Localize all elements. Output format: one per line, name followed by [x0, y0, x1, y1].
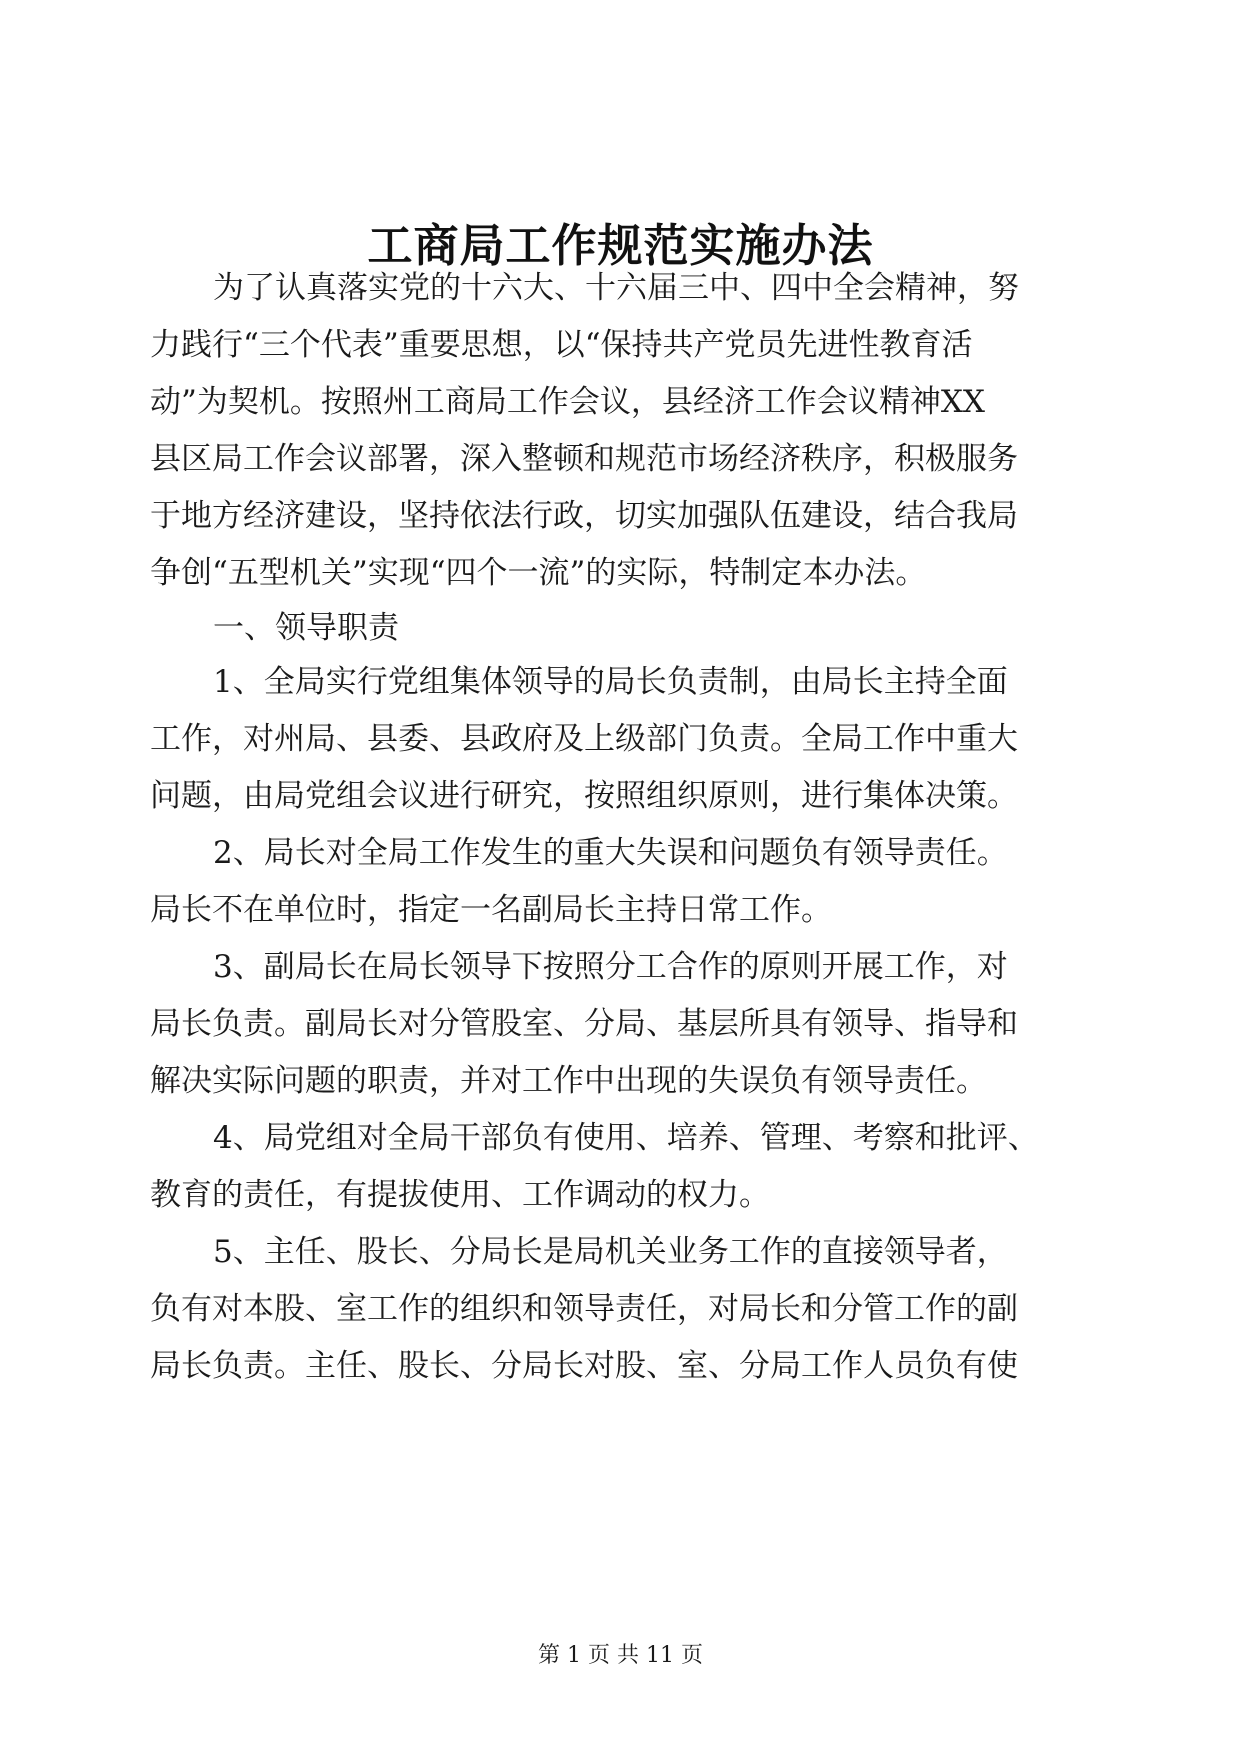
section-heading: 一、领导职责 [213, 610, 399, 646]
body-line: 5、主任、股长、分局长是局机关业务工作的直接领导者， [213, 1234, 1008, 1270]
body-line: 问题，由局党组会议进行研究，按照组织原则，进行集体决策。 [150, 778, 1018, 814]
body-line: 教育的责任，有提拔使用、工作调动的权力。 [150, 1177, 770, 1213]
body-line: 县区局工作会议部署，深入整顿和规范市场经济秩序，积极服务 [150, 441, 1018, 477]
body-line: 2、局长对全局工作发生的重大失误和问题负有领导责任。 [213, 835, 1008, 871]
body-line: 工作，对州局、县委、县政府及上级部门负责。全局工作中重大 [150, 721, 1018, 757]
body-line: 力践行“三个代表”重要思想，以“保持共产党员先进性教育活 [150, 327, 973, 363]
page-number-footer: 第 1 页 共 11 页 [538, 1643, 703, 1668]
body-line: 解决实际问题的职责，并对工作中出现的失误负有领导责任。 [150, 1063, 987, 1099]
body-line: 局长负责。副局长对分管股室、分局、基层所具有领导、指导和 [150, 1006, 1018, 1042]
body-line: 4、局党组对全局干部负有使用、培养、管理、考察和批评、 [213, 1120, 1039, 1156]
body-line: 争创“五型机关”实现“四个一流”的实际，特制定本办法。 [150, 555, 927, 591]
body-line: 动”为契机。按照州工商局工作会议，县经济工作会议精神XX [150, 384, 985, 420]
body-line: 3、副局长在局长领导下按照分工合作的原则开展工作，对 [213, 949, 1008, 985]
body-line: 于地方经济建设，坚持依法行政，切实加强队伍建设，结合我局 [150, 498, 1018, 534]
document-title: 工商局工作规范实施办法 [367, 219, 874, 272]
body-line: 局长负责。主任、股长、分局长对股、室、分局工作人员负有使 [150, 1348, 1018, 1384]
body-line: 局长不在单位时，指定一名副局长主持日常工作。 [150, 892, 832, 928]
body-line: 为了认真落实党的十六大、十六届三中、四中全会精神，努 [213, 270, 1019, 306]
body-line: 负有对本股、室工作的组织和领导责任，对局长和分管工作的副 [150, 1291, 1018, 1327]
body-line: 1、全局实行党组集体领导的局长负责制，由局长主持全面 [213, 664, 1008, 700]
